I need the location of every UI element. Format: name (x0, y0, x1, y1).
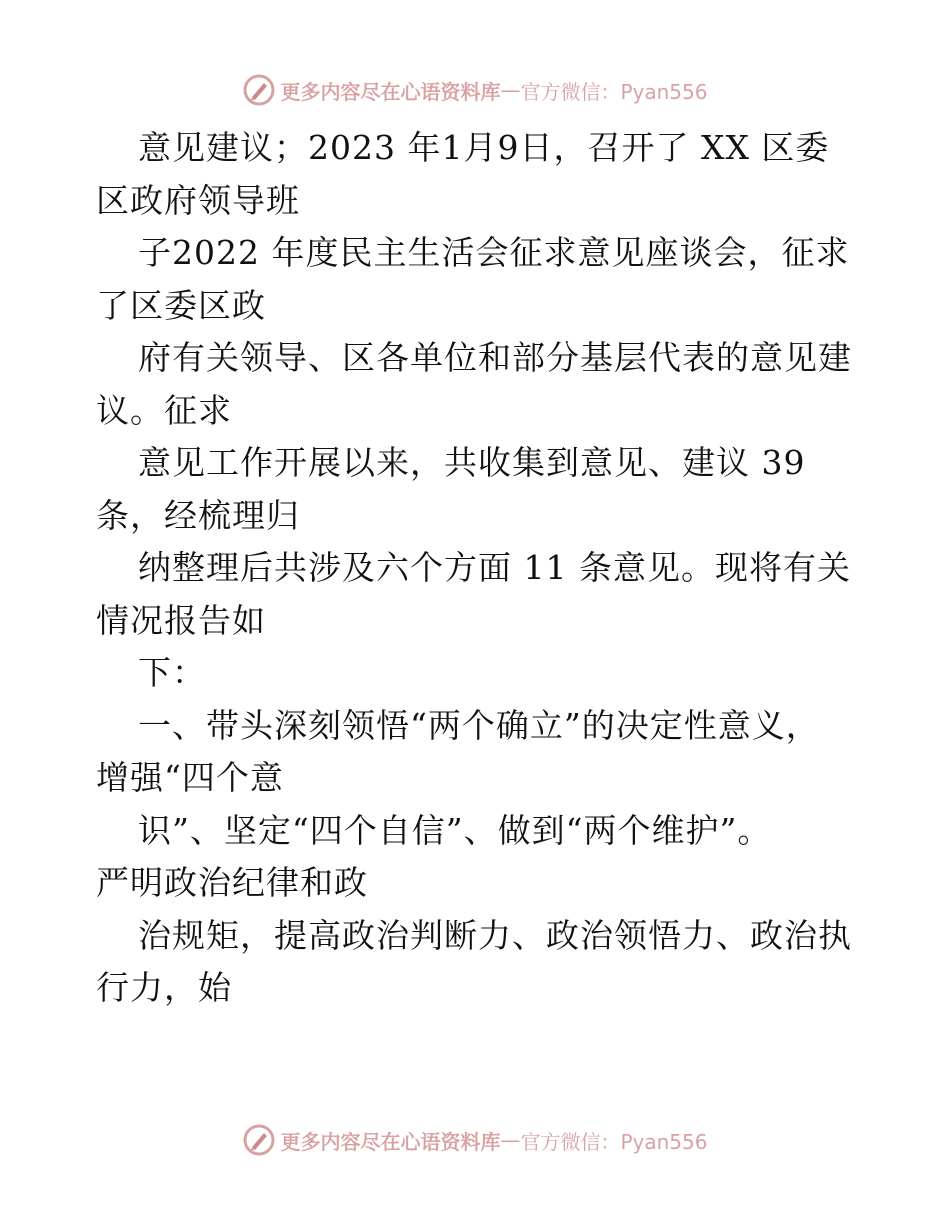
document-line: 了区委区政 (96, 285, 266, 325)
document-line: 条，经梳理归 (96, 495, 300, 535)
document-line: 识”、坚定“四个自信”、做到“两个维护”。 (138, 810, 772, 850)
watermark-subtext: 官方微信：Pyan556 (520, 1129, 708, 1154)
fountain-pen-seal-icon (242, 73, 276, 107)
document-line: 意见工作开展以来，共收集到意见、建议 39 (138, 443, 806, 482)
document-line: 治规矩，提高政治判断力、政治领悟力、政治执 (138, 915, 852, 955)
watermark-banner-bottom (0, 1120, 950, 1160)
document-line: 府有关领导、区各单位和部分基层代表的意见建 (138, 338, 852, 377)
document-line: 增强“四个意 (96, 758, 284, 797)
document-line: 子2022 年度民主生活会征求意见座谈会，征求 (138, 233, 850, 272)
watermark-separator: — (500, 1128, 521, 1152)
document-line: 意见建议；2023 年1月9日，召开了 XX 区委 (138, 128, 830, 167)
document-body (96, 122, 866, 1015)
document-line: 情况报告如 (96, 600, 266, 640)
document-line: 严明政治纪律和政 (96, 863, 368, 902)
document-line: 行力，始 (96, 968, 232, 1007)
watermark-subtext: 官方微信：Pyan556 (520, 79, 708, 104)
document-line: 一、带头深刻领悟“两个确立”的决定性意义， (138, 705, 820, 745)
document-line: 区政府领导班 (96, 180, 300, 220)
document-line: 纳整理后共涉及六个方面 11 条意见。现将有关 (138, 548, 851, 587)
watermark-text: 更多内容尽在心语资料库 (280, 79, 501, 104)
document-line: 下： (138, 653, 206, 692)
fountain-pen-seal-icon (242, 1123, 276, 1157)
watermark-text: 更多内容尽在心语资料库 (280, 1129, 501, 1154)
watermark-banner-top (0, 70, 950, 110)
watermark-separator: — (500, 78, 521, 102)
document-line: 议。征求 (96, 390, 232, 430)
